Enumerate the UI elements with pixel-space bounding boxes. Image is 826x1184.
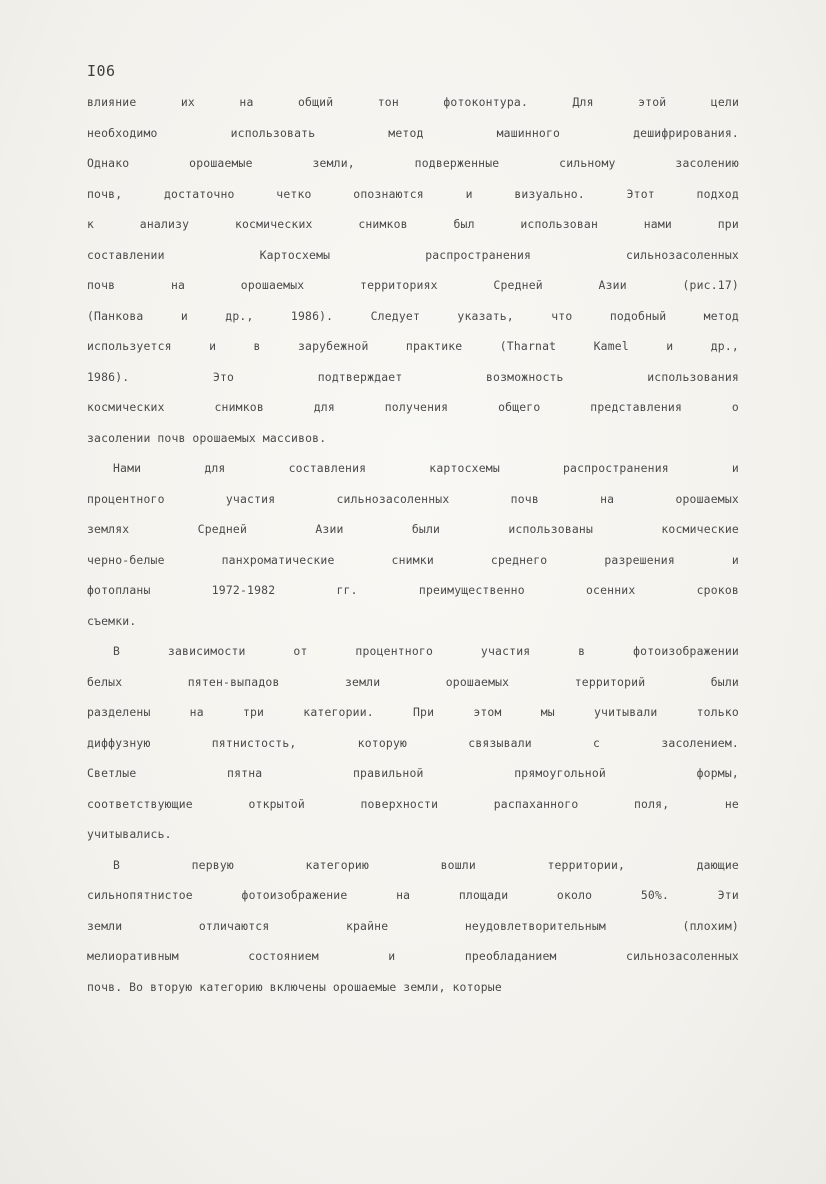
word: гг. bbox=[336, 583, 358, 597]
word: диффузную bbox=[87, 735, 151, 750]
word: категорию bbox=[199, 979, 263, 994]
word: процентного bbox=[87, 491, 165, 506]
word: Этот bbox=[626, 186, 655, 201]
word: на bbox=[600, 491, 615, 506]
word: участия bbox=[225, 491, 276, 506]
word: для bbox=[313, 400, 335, 414]
word: необходимо bbox=[87, 125, 158, 140]
word: Средней bbox=[197, 522, 248, 536]
text-line bbox=[87, 697, 739, 728]
word: на bbox=[239, 95, 254, 109]
word: которые bbox=[452, 979, 502, 994]
page-number: I06 bbox=[87, 62, 116, 80]
text-line bbox=[87, 575, 739, 606]
word: вторую bbox=[150, 979, 193, 994]
word: на bbox=[170, 278, 186, 292]
text-line bbox=[87, 301, 739, 332]
word: дешифрирования. bbox=[633, 125, 739, 140]
word: распаханного bbox=[493, 796, 579, 811]
word: засолением. bbox=[661, 735, 739, 750]
word: распространения bbox=[425, 247, 532, 262]
word: прямоугольной bbox=[514, 766, 606, 780]
word: др., bbox=[710, 339, 739, 353]
word: сильнозасоленных bbox=[626, 949, 739, 963]
word: к bbox=[87, 217, 95, 231]
text-line bbox=[87, 636, 739, 667]
text-line bbox=[87, 240, 739, 271]
word: с bbox=[593, 735, 601, 750]
word: зависимости bbox=[167, 644, 246, 658]
word: В bbox=[113, 857, 121, 872]
text-line bbox=[87, 270, 739, 301]
text-line bbox=[87, 758, 739, 789]
word: белых bbox=[87, 674, 123, 689]
word: поверхности bbox=[360, 796, 439, 811]
word: метод bbox=[388, 125, 424, 140]
word: цели bbox=[710, 95, 739, 109]
word: фотоизображении bbox=[633, 644, 739, 658]
word: При bbox=[412, 705, 435, 719]
word: этой bbox=[638, 95, 667, 109]
word: вошли bbox=[440, 857, 476, 872]
text-line bbox=[87, 667, 739, 698]
word: получения bbox=[384, 400, 449, 414]
word: 1986). bbox=[290, 308, 334, 323]
word: Это bbox=[212, 369, 235, 384]
word: сильнозасоленных bbox=[626, 247, 739, 262]
word: не bbox=[724, 796, 739, 811]
word: (Панкова bbox=[87, 308, 144, 323]
word: территорий bbox=[574, 674, 646, 689]
word: др., bbox=[225, 308, 254, 323]
word: орошаемые bbox=[189, 156, 253, 170]
word: фотопланы bbox=[87, 583, 151, 597]
text-line bbox=[87, 728, 739, 759]
word: и bbox=[209, 339, 217, 353]
word: пятен-выпадов bbox=[187, 674, 280, 689]
word: анализу bbox=[139, 217, 190, 231]
word: что bbox=[551, 308, 573, 323]
word: распространения bbox=[562, 461, 669, 475]
word: этом bbox=[473, 705, 502, 719]
word: сильному bbox=[559, 156, 616, 170]
word: (рис.17) bbox=[682, 278, 739, 292]
word: черно-белые bbox=[87, 552, 165, 567]
word: Азии bbox=[315, 522, 344, 536]
word: почв bbox=[510, 491, 539, 506]
word: поля, bbox=[634, 796, 670, 811]
word: 50%. bbox=[640, 888, 670, 902]
word: снимков bbox=[358, 217, 408, 231]
text-line bbox=[87, 362, 739, 393]
text-line bbox=[87, 606, 739, 637]
word: категорию bbox=[305, 857, 370, 872]
word: подход bbox=[696, 186, 739, 201]
word: первую bbox=[191, 857, 234, 872]
text-line bbox=[87, 87, 739, 118]
word: орошаемых bbox=[240, 278, 305, 292]
word: три bbox=[242, 705, 265, 719]
word: и bbox=[731, 552, 739, 567]
word: открытой bbox=[248, 796, 305, 811]
word: фотоконтура. bbox=[443, 95, 529, 109]
word: (Tharnat bbox=[499, 339, 557, 353]
word: Kamel bbox=[593, 339, 629, 353]
word: были bbox=[710, 674, 739, 689]
text-line bbox=[87, 880, 739, 911]
word: подобный bbox=[609, 308, 667, 323]
word: орошаемых bbox=[445, 674, 510, 689]
text-line bbox=[87, 514, 739, 545]
word: сильнопятнистое bbox=[87, 888, 193, 902]
word: площади bbox=[458, 888, 509, 902]
word: включены bbox=[269, 979, 327, 994]
word: крайне bbox=[345, 918, 389, 933]
text-line bbox=[87, 148, 739, 179]
word: для bbox=[204, 461, 226, 475]
word: сроков bbox=[696, 583, 739, 597]
text-line bbox=[87, 179, 739, 210]
word: зарубежной bbox=[297, 339, 369, 353]
word: снимки bbox=[391, 552, 434, 567]
word: влияние bbox=[87, 95, 137, 109]
paragraph bbox=[87, 87, 739, 453]
word: состоянием bbox=[248, 949, 319, 963]
word: категории. bbox=[303, 705, 374, 719]
text-line bbox=[87, 453, 739, 484]
word: (плохим) bbox=[682, 918, 739, 933]
word: В bbox=[113, 644, 121, 658]
word: на bbox=[396, 888, 411, 902]
word: на bbox=[189, 705, 204, 719]
word: отличаются bbox=[198, 918, 270, 933]
word: пятнистость, bbox=[211, 735, 297, 750]
word: процентного bbox=[355, 644, 434, 658]
word: почв bbox=[157, 430, 186, 445]
word: правильной bbox=[352, 766, 424, 780]
word: представления bbox=[590, 400, 683, 414]
paragraph bbox=[87, 453, 739, 636]
text-line bbox=[87, 819, 739, 850]
word: достаточно bbox=[164, 186, 235, 201]
word: учитывались. bbox=[87, 827, 172, 841]
word: нами bbox=[643, 217, 672, 231]
word: были bbox=[411, 522, 441, 536]
word: земли, bbox=[312, 156, 355, 170]
word: составлении bbox=[87, 247, 165, 262]
word: Следует bbox=[370, 308, 421, 323]
word: разрешения bbox=[604, 552, 675, 567]
word: Однако bbox=[87, 156, 130, 170]
word: дающие bbox=[696, 857, 739, 872]
word: мы bbox=[540, 705, 555, 719]
word: космические bbox=[661, 522, 739, 536]
word: их bbox=[180, 95, 195, 109]
word: практике bbox=[405, 339, 463, 353]
text-line bbox=[87, 392, 739, 423]
word: составления bbox=[288, 461, 367, 475]
word: засолению bbox=[675, 156, 739, 170]
word: орошаемых bbox=[675, 491, 739, 506]
word: земли, bbox=[403, 979, 446, 994]
word: фотоизображение bbox=[241, 888, 348, 902]
word: 1972-1982 bbox=[211, 583, 276, 597]
word: Светлые bbox=[87, 766, 137, 780]
word: Для bbox=[572, 95, 594, 109]
word: формы, bbox=[696, 766, 739, 780]
word: снимков bbox=[214, 400, 264, 414]
word: учитывали bbox=[593, 705, 658, 719]
word: использования bbox=[647, 369, 739, 384]
body-text bbox=[87, 87, 739, 1002]
word: Азии bbox=[598, 278, 627, 292]
word: и bbox=[388, 949, 396, 963]
word: и bbox=[180, 308, 188, 323]
word: тон bbox=[377, 95, 399, 109]
word: указать, bbox=[457, 308, 514, 323]
word: преимущественно bbox=[418, 583, 525, 597]
text-line bbox=[87, 789, 739, 820]
word: в bbox=[253, 339, 261, 353]
text-line bbox=[87, 972, 739, 1003]
word: визуально. bbox=[514, 186, 585, 201]
word: Эти bbox=[717, 888, 739, 902]
word: от bbox=[293, 644, 308, 658]
word: территориях bbox=[360, 278, 438, 292]
text-line bbox=[87, 331, 739, 362]
word: орошаемые bbox=[332, 979, 397, 994]
word: при bbox=[717, 217, 739, 231]
word: и bbox=[666, 339, 674, 353]
word: Картосхемы bbox=[259, 247, 331, 262]
word: Средней bbox=[493, 278, 543, 292]
word: участия bbox=[480, 644, 531, 658]
text-line bbox=[87, 484, 739, 515]
word: разделены bbox=[87, 705, 151, 719]
word: Во bbox=[129, 979, 144, 994]
word: сильнозасоленных bbox=[336, 491, 450, 506]
word: и bbox=[465, 186, 473, 201]
word: используется bbox=[87, 339, 172, 353]
word: засолении bbox=[87, 430, 151, 445]
paragraph bbox=[87, 850, 739, 1003]
word: Нами bbox=[113, 461, 142, 475]
word: панхроматические bbox=[221, 552, 335, 567]
word: 1986). bbox=[87, 369, 130, 384]
word: четко bbox=[276, 186, 312, 201]
word: и bbox=[731, 461, 739, 475]
word: орошаемых bbox=[192, 430, 256, 445]
word: соответствующие bbox=[87, 796, 193, 811]
word: связывали bbox=[468, 735, 532, 750]
word: почв. bbox=[87, 979, 123, 994]
word: земли bbox=[87, 918, 123, 933]
word: осенних bbox=[586, 583, 636, 597]
word: только bbox=[696, 705, 739, 719]
word: территории, bbox=[547, 857, 626, 872]
word: использованы bbox=[508, 522, 594, 536]
word: в bbox=[578, 644, 586, 658]
word: которую bbox=[357, 735, 408, 750]
text-line bbox=[87, 118, 739, 149]
word: использовать bbox=[230, 125, 316, 140]
word: земли bbox=[344, 674, 381, 689]
word: преобладанием bbox=[464, 949, 557, 963]
word: опознаются bbox=[353, 186, 424, 201]
word: метод bbox=[703, 308, 739, 323]
word: возможность bbox=[485, 369, 564, 384]
word: массивов. bbox=[262, 430, 327, 445]
word: космических bbox=[234, 217, 313, 231]
word: мелиоративным bbox=[87, 949, 179, 963]
word: подтверждает bbox=[317, 369, 403, 384]
word: общий bbox=[297, 95, 334, 109]
word: пятна bbox=[227, 766, 263, 780]
word: был bbox=[453, 217, 475, 231]
word: землях bbox=[87, 522, 130, 536]
word: о bbox=[731, 400, 739, 414]
word: съемки. bbox=[87, 613, 137, 628]
text-line bbox=[87, 850, 739, 881]
word: общего bbox=[498, 400, 541, 414]
text-line bbox=[87, 911, 739, 942]
word: неудовлетворительным bbox=[464, 918, 606, 933]
text-line bbox=[87, 545, 739, 576]
word: машинного bbox=[496, 125, 561, 140]
word: космических bbox=[87, 400, 165, 414]
word: почв, bbox=[87, 186, 123, 201]
word: среднего bbox=[490, 552, 548, 567]
word: подверженные bbox=[414, 156, 500, 170]
word: использован bbox=[520, 217, 599, 231]
paragraph bbox=[87, 636, 739, 850]
word: около bbox=[556, 888, 593, 902]
text-line bbox=[87, 941, 739, 972]
text-line bbox=[87, 423, 739, 454]
word: картосхемы bbox=[429, 461, 500, 475]
text-line bbox=[87, 209, 739, 240]
word: почв bbox=[87, 278, 116, 292]
